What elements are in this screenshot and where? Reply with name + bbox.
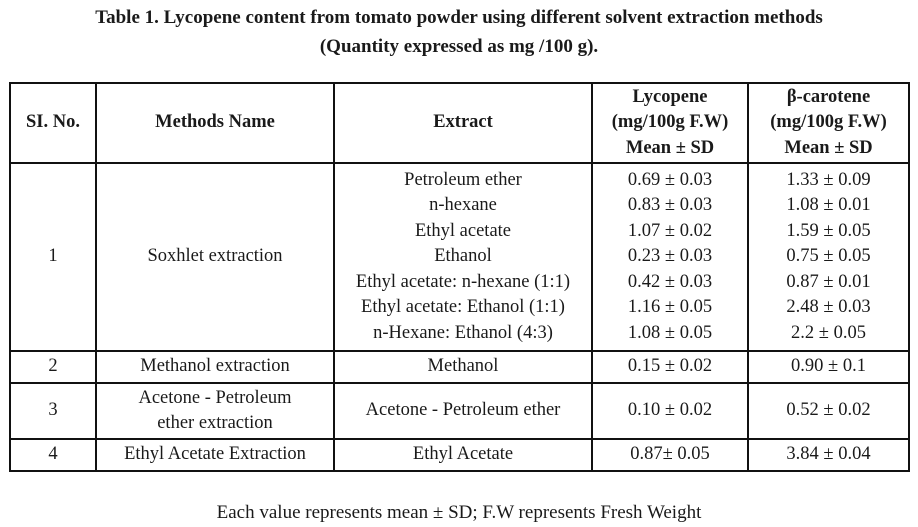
sl-no-cell: 3	[10, 383, 96, 439]
extract-cell	[334, 163, 592, 351]
beta-carotene-cell	[748, 163, 909, 351]
lycopene-cell: 0.87± 0.05	[592, 439, 748, 471]
extract-cell: Acetone - Petroleum ether	[334, 383, 592, 439]
extract-item: Ethanol	[434, 246, 492, 267]
header-beta-carotene-line: Mean ± SD	[784, 137, 873, 158]
beta-carotene-cell: 0.90 ± 0.1	[748, 351, 909, 383]
table-row	[10, 351, 909, 383]
header-sl-no: SI. No.	[10, 83, 96, 163]
header-row	[10, 83, 909, 163]
sl-no-cell: 4	[10, 439, 96, 471]
table-footnote: Each value represents mean ± SD; F.W represents Fresh Weight	[216, 502, 702, 523]
beta-carotene-value: 2.48 ± 0.03	[786, 297, 871, 318]
beta-carotene-value: 0.87 ± 0.01	[786, 271, 871, 292]
lycopene-value: 0.23 ± 0.03	[627, 246, 713, 267]
method-cell: Methanol extraction	[96, 351, 334, 383]
beta-carotene-value: 1.08 ± 0.01	[786, 195, 871, 216]
table-row	[10, 439, 909, 471]
method-cell: Soxhlet extraction	[96, 163, 334, 351]
caption-line-1: Table 1. Lycopene content from tomato powder using different solvent extraction methods	[95, 7, 823, 28]
lycopene-value: 1.16 ± 0.05	[627, 297, 713, 318]
sl-no-cell: 1	[10, 163, 96, 351]
extract-item: n-Hexane: Ethanol (4:3)	[373, 322, 553, 343]
lycopene-value: 1.07 ± 0.02	[627, 220, 713, 241]
method-cell	[96, 383, 334, 439]
extract-item: Ethyl acetate	[414, 220, 512, 241]
extract-item: Petroleum ether	[404, 169, 522, 190]
extract-cell: Methanol	[334, 351, 592, 383]
header-extract: Extract	[334, 83, 592, 163]
extract-item: Ethyl acetate: Ethanol (1:1)	[361, 297, 565, 318]
header-beta-carotene-line: β-carotene	[786, 86, 871, 107]
header-lycopene-line: Lycopene	[632, 86, 708, 107]
beta-carotene-value: 0.75 ± 0.05	[786, 246, 871, 267]
lycopene-value: 0.83 ± 0.03	[627, 195, 713, 216]
table-row	[10, 163, 909, 351]
extract-item: n-hexane	[429, 195, 497, 216]
beta-carotene-value: 1.33 ± 0.09	[786, 169, 871, 190]
lycopene-cell: 0.15 ± 0.02	[592, 351, 748, 383]
method-line: ether extraction	[157, 413, 273, 433]
header-lycopene	[592, 83, 748, 163]
lycopene-table	[9, 82, 910, 472]
table-row	[10, 383, 909, 439]
method-line: Acetone - Petroleum	[138, 387, 292, 408]
lycopene-cell	[592, 163, 748, 351]
lycopene-cell: 0.10 ± 0.02	[592, 383, 748, 439]
beta-carotene-value: 1.59 ± 0.05	[786, 220, 871, 241]
beta-carotene-cell: 0.52 ± 0.02	[748, 383, 909, 439]
header-lycopene-line: (mg/100g F.W)	[611, 112, 729, 133]
lycopene-value: 1.08 ± 0.05	[627, 322, 713, 343]
header-method: Methods Name	[96, 83, 334, 163]
header-beta-carotene	[748, 83, 909, 163]
beta-carotene-value: 2.2 ± 0.05	[791, 322, 866, 343]
method-cell: Ethyl Acetate Extraction	[96, 439, 334, 471]
lycopene-value: 0.69 ± 0.03	[627, 169, 713, 190]
extract-item: Ethyl acetate: n-hexane (1:1)	[355, 271, 571, 292]
extract-cell: Ethyl Acetate	[334, 439, 592, 471]
header-beta-carotene-line: (mg/100g F.W)	[770, 112, 887, 133]
caption-line-2: (Quantity expressed as mg /100 g).	[319, 36, 599, 57]
beta-carotene-cell: 3.84 ± 0.04	[748, 439, 909, 471]
header-lycopene-line: Mean ± SD	[625, 137, 715, 158]
sl-no-cell: 2	[10, 351, 96, 383]
table-caption	[0, 3, 918, 61]
lycopene-value: 0.42 ± 0.03	[627, 271, 713, 292]
